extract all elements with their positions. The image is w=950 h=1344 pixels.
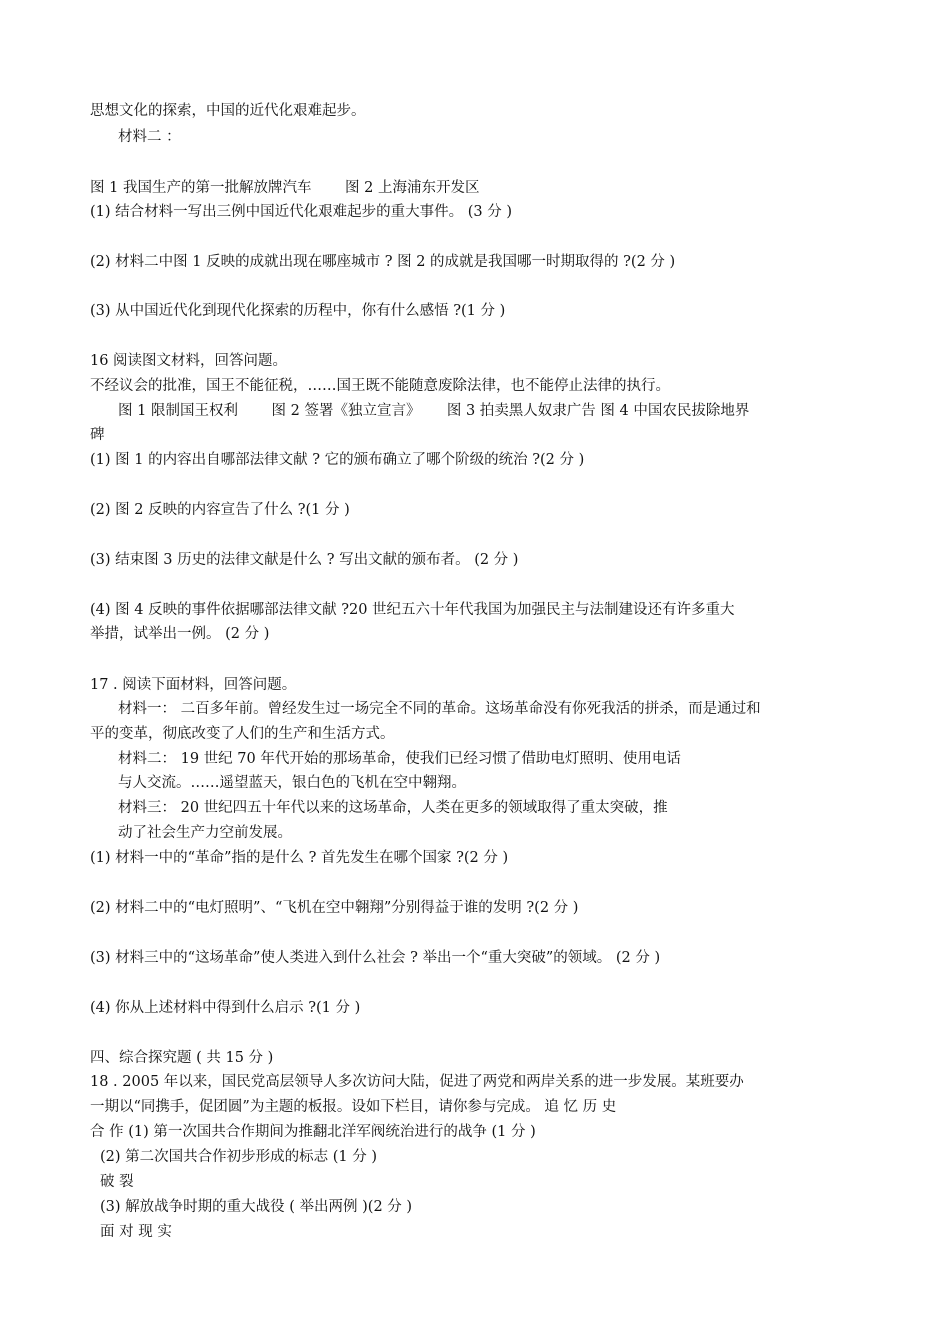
material-text: 材料三： 20 世纪四五十年代以来的这场革命，人类在更多的领域取得了重太突破，推: [118, 800, 668, 816]
question: (3) 从中国近代化到现代化探索的历程中，你有什么感悟 ?(1 分 ): [90, 303, 506, 319]
question: (2) 材料二中图 1 反映的成就出现在哪座城市 ? 图 2 的成就是我国哪一时期取得的 ?(2 分 ): [90, 254, 676, 270]
column-label: 破 裂: [100, 1174, 134, 1190]
question: (4) 你从上述材料中得到什么启示 ?(1 分 ): [90, 1000, 361, 1016]
section-heading: 四、综合探究题 ( 共 15 分 ): [90, 1050, 274, 1066]
question: 合 作 (1) 第一次国共合作期间为推翻北洋军阀统治进行的战争 (1 分 ): [90, 1124, 536, 1140]
material-text: 材料二： 19 世纪 70 年代开始的那场革命，使我们已经习惯了借助电灯照明、使用电话: [118, 751, 681, 767]
question: (1) 结合材料一写出三例中国近代化艰难起步的重大事件。 (3 分 ): [90, 204, 513, 220]
question: (1) 材料一中的“革命”指的是什么 ? 首先发生在哪个国家 ?(2 分 ): [90, 850, 509, 866]
text-line: 举措，试举出一例。 (2 分 ): [90, 626, 270, 642]
question: (2) 材料二中的“电灯照明”、“飞机在空中翱翔”分别得益于谁的发明 ?(2 分 ): [90, 900, 579, 916]
material-text: 材料一： 二百多年前。曾经发生过一场完全不同的革命。这场革命没有你死我活的拼杀，而是通过和: [118, 701, 761, 717]
text-line: 思想文化的探索，中国的近代化艰难起步。: [90, 103, 366, 119]
question: (4) 图 4 反映的事件依据哪部法律文献 ?20 世纪五六十年代我国为加强民主与法制建设还有许多重大: [90, 602, 735, 618]
material-heading: 材料二 ：: [118, 129, 181, 145]
material-text: 平的变革，彻底改变了人们的生产和生活方式。: [90, 726, 395, 742]
figure-caption: 图 1 限制国王权利 图 2 签署《独立宣言》 图 3 拍卖黑人奴隶广告 图 4 中国农民拔除地界: [118, 403, 750, 419]
column-label: 面 对 现 实: [100, 1224, 172, 1240]
question: (3) 材料三中的“这场革命”使人类进入到什么社会 ? 举出一个“重大突破”的领域。 (2 分 ): [90, 950, 661, 966]
figure-caption: 图 1 我国生产的第一批解放牌汽车 图 2 上海浦东开发区: [90, 180, 480, 196]
question: (2) 图 2 反映的内容宣告了什么 ?(1 分 ): [90, 502, 350, 518]
question: (2) 第二次国共合作初步形成的标志 (1 分 ): [100, 1149, 378, 1165]
text-line: 一期以“同携手，促团圆”为主题的板报。设如下栏目，请你参与完成。 追 忆 历 史: [90, 1099, 617, 1115]
question: (3) 结束图 3 历史的法律文献是什么 ? 写出文献的颁布者。 (2 分 ): [90, 552, 519, 568]
text-line: 碑: [90, 427, 105, 443]
material-text: 动了社会生产力空前发展。: [118, 825, 292, 841]
text-line: 18 . 2005 年以来，国民党高层领导人多次访问大陆，促进了两党和两岸关系的进一步发展。某班要办: [90, 1074, 744, 1090]
question-heading: 16 阅读图文材料，回答问题。: [90, 353, 288, 369]
question: (1) 图 1 的内容出自哪部法律文献 ? 它的颁布确立了哪个阶级的统治 ?(2 分 ): [90, 452, 585, 468]
material-text: 与人交流。……遥望蓝天，银白色的飞机在空中翱翔。: [118, 775, 466, 791]
text-line: 不经议会的批准，国王不能征税，……国王既不能随意废除法律，也不能停止法律的执行。: [90, 378, 670, 394]
question-heading: 17 . 阅读下面材料，回答问题。: [90, 677, 297, 693]
question: (3) 解放战争时期的重大战役 ( 举出两例 )(2 分 ): [100, 1199, 413, 1215]
